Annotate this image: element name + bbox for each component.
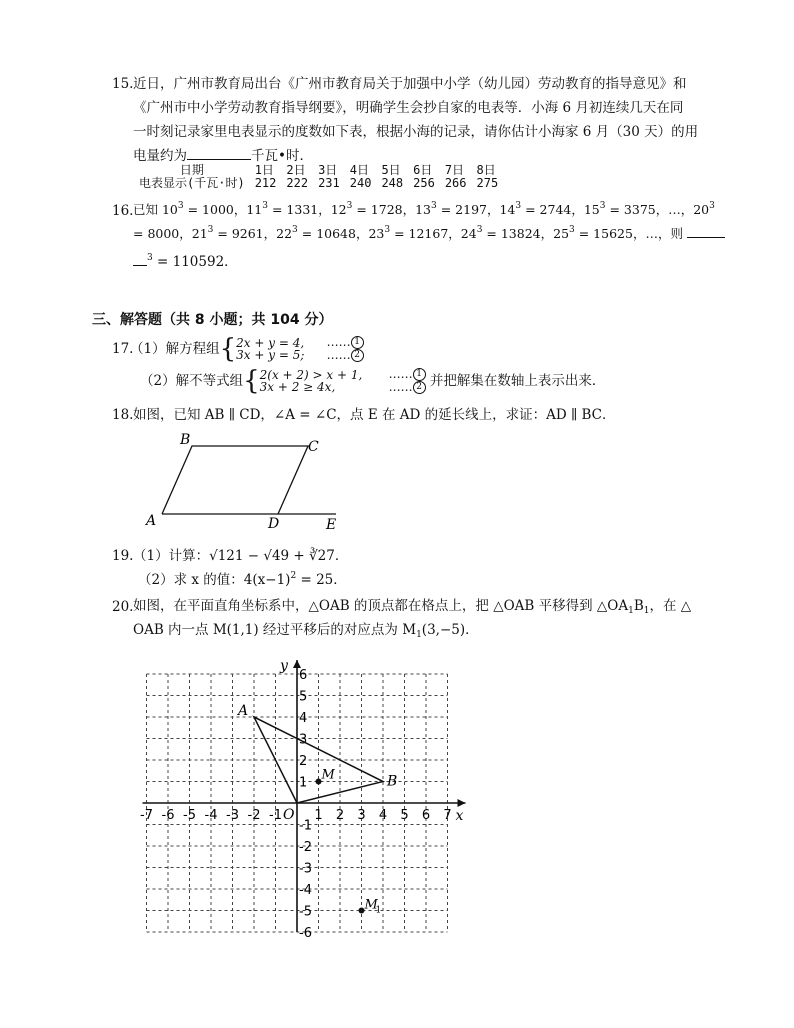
q16-text: = 10648，23: [297, 226, 385, 241]
q17-part-2-label: （2）解不等式组: [140, 373, 244, 389]
q19-number: 19.: [112, 548, 134, 564]
section-heading: 三、解答题（共 8 小题；共 104 分）: [92, 312, 333, 328]
label-b: B: [180, 432, 191, 448]
y-axis-arrow: [293, 660, 301, 668]
q18-number: 18.: [112, 407, 134, 423]
table-cell: 266: [444, 176, 467, 190]
y-tick-label: 4: [299, 711, 308, 726]
dots: ……: [388, 367, 413, 381]
x-tick-label: 1: [314, 808, 323, 823]
y-tick-label: 2: [299, 754, 308, 769]
circled-1: 1: [413, 368, 426, 381]
q15-line-4-prefix: 电量约为: [133, 148, 187, 164]
table-cell: 3日: [318, 163, 338, 177]
x-tick-label: -4: [204, 808, 218, 823]
q16-text: = 1728，13: [352, 202, 432, 217]
q16-line-1: [133, 200, 715, 220]
label-b: B: [387, 773, 398, 790]
table-cell: 7日: [444, 163, 465, 177]
y-tick-label: 1: [299, 775, 308, 791]
equation-system-1: [236, 337, 304, 361]
table-cell: 240: [349, 176, 372, 190]
q16-text: = 8000，21: [133, 226, 208, 241]
brace-glyph: {: [219, 334, 237, 364]
q16-exp: 3: [147, 253, 153, 263]
x-tick-label: 7: [443, 808, 452, 823]
q17-part-1: [130, 336, 364, 362]
q16-text: = 12167，24: [390, 226, 477, 241]
q15-line-2: 《广州市中小学劳动教育指导纲要》，明确学生会抄自家的电表等．小海 6 月初连续几天在同: [133, 100, 684, 116]
q18-text: 如图，已知 AB ∥ CD，∠A = ∠C，点 E 在 AD 的延长线上，求证：AD ∥ BC．: [133, 407, 616, 423]
q16-text: 已知 10: [133, 202, 178, 217]
circled-2: 2: [413, 381, 426, 394]
table-row: [134, 177, 503, 190]
table-header-cell: 日期: [179, 163, 204, 177]
x-axis-label: x: [455, 808, 464, 824]
x-tick-label: -2: [247, 808, 261, 823]
q20-text: ，在 △: [649, 598, 692, 614]
table-cell: 1日: [254, 163, 274, 177]
x-tick-label: -7: [140, 808, 153, 823]
q15-answer-blank: [187, 147, 251, 160]
dots: ……: [326, 348, 351, 362]
q16-line-3: [133, 252, 238, 272]
y-tick-label: -5: [299, 904, 312, 920]
q16-text: = 1000，11: [183, 202, 263, 217]
equation-markers: [327, 336, 364, 362]
brace-glyph: {: [243, 366, 260, 396]
q16-exp: 3: [292, 225, 298, 235]
label-m1-sub: 1: [375, 905, 382, 916]
origin-label: O: [283, 807, 295, 823]
q19-part-1: [133, 546, 348, 566]
q16-exp: 3: [476, 225, 483, 235]
table-cell: 8日: [476, 163, 496, 177]
x-tick-label: 4: [378, 808, 388, 823]
y-tick-label: -4: [299, 883, 312, 898]
dots: ……: [326, 335, 351, 349]
q16-exp: 3: [569, 225, 575, 235]
q16-exp: 3: [207, 225, 214, 235]
circled-1: 1: [351, 336, 364, 349]
x-tick-label: 5: [400, 808, 409, 823]
table-cell: 5日: [381, 163, 401, 177]
q19-part-2-label: （2）求 x 的值：4(x−1): [138, 572, 291, 588]
q16-answer-blank-b: [133, 253, 147, 266]
circled-2: 2: [351, 349, 364, 362]
q17-part-2-tail: 并把解集在数轴上表示出来．: [429, 373, 606, 389]
dots: ……: [388, 380, 413, 394]
q16-exp: 3: [384, 225, 391, 235]
y-tick-label: 6: [299, 668, 308, 683]
label-a: A: [146, 513, 157, 529]
y-tick-label: -3: [299, 861, 312, 877]
q20-number: 20.: [112, 599, 134, 615]
x-tick-label: -3: [226, 808, 239, 823]
table-cell: 248: [381, 176, 404, 190]
q20-text: B: [633, 598, 644, 614]
q16-text: = 13824，25: [482, 226, 570, 241]
q16-line-2: [133, 224, 725, 244]
label-c: C: [308, 439, 319, 455]
table-cell: 231: [318, 176, 340, 190]
coordinate-grid-figure: [130, 644, 490, 944]
q16-exp: 3: [515, 201, 522, 211]
label-m: M: [321, 767, 335, 783]
label-a: A: [238, 703, 249, 719]
q16-text: = 110592．: [152, 254, 238, 270]
table-cell: 212: [254, 176, 277, 190]
q19-part-1-label: （1）计算：: [133, 548, 210, 564]
y-tick-label: 3: [299, 732, 308, 748]
label-e: E: [326, 517, 337, 533]
q19-exp: 2: [290, 571, 297, 581]
table-cell: 222: [286, 176, 309, 190]
x-tick-label: 6: [421, 808, 431, 823]
q20-text: 如图，在平面直角坐标系中，△OAB 的顶点都在格点上，把 △OAB 平移得到 △OA: [133, 598, 629, 614]
inequality-2: 3x + 2 ≥ 4x,: [259, 380, 336, 394]
q16-text: = 2744，15: [521, 202, 600, 217]
x-tick-label: -6: [161, 808, 175, 823]
q16-text: = 2197，14: [436, 202, 516, 217]
table-cell: 256: [413, 176, 435, 190]
q16-text: = 3375，…，20: [605, 202, 710, 217]
inequality-system: [260, 369, 363, 393]
q16-exp: 3: [346, 201, 353, 211]
y-tick-label: 5: [299, 689, 308, 705]
q16-exp: 3: [431, 201, 437, 211]
tick-labels: [140, 668, 452, 941]
q20-sub: 1: [416, 630, 422, 640]
q20-line-2: [133, 620, 479, 640]
x-tick-label: 3: [357, 808, 366, 823]
q19-part-2-tail: = 25．: [296, 572, 347, 588]
y-tick-label: -2: [299, 840, 312, 855]
table-cell: 2日: [286, 163, 306, 177]
q16-number: 16.: [112, 203, 134, 219]
q20-text: (3,−5)．: [421, 622, 479, 638]
x-tick-label: 2: [335, 808, 345, 823]
q16-text: = 9261，22: [213, 226, 293, 241]
q20-text: OAB 内一点 M(1,1) 经过平移后的对应点为 M: [133, 622, 417, 638]
q16-exp: 3: [709, 201, 715, 211]
q20-line-1: [133, 596, 691, 616]
parallelogram-figure: [140, 432, 350, 534]
meter-reading-table: [134, 164, 503, 190]
q16-answer-blank-a: [687, 225, 725, 238]
q16-exp: 3: [262, 201, 268, 211]
q16-text: = 1331，12: [268, 202, 347, 217]
q19-part-2: [138, 570, 347, 590]
label-d: D: [268, 516, 280, 532]
q15-line-1: 近日，广州市教育局出台《广州市教育局关于加强中小学（幼儿园）劳动教育的指导意见》和: [133, 76, 687, 92]
q15-line-3: 一时刻记录家里电表显示的度数如下表，根据小海的记录，请你估计小海家 6 月（30 天）的用: [133, 124, 699, 140]
table-cell: 275: [476, 176, 499, 190]
q15-number: 15.: [112, 76, 134, 92]
inequality-1: 2(x + 2) > x + 1,: [259, 368, 363, 382]
y-tick-label: -1: [299, 818, 312, 834]
label-m1: M: [364, 897, 378, 913]
table-header-cell: 电表显示(千瓦·时): [139, 176, 245, 190]
x-axis-arrow: [458, 799, 466, 807]
y-tick-label: -6: [299, 926, 312, 941]
q17-number: 17.: [112, 341, 134, 357]
q17-part-2: [140, 368, 605, 394]
q17-part-1-label: （1）解方程组: [130, 341, 220, 357]
q16-text: = 15625，…，则: [574, 226, 683, 241]
q19-expression: √121 − √49 + ∛27．: [209, 548, 349, 564]
equation-1: 2x + y = 4,: [236, 336, 305, 350]
y-axis-label: y: [280, 658, 288, 674]
q16-exp: 3: [177, 201, 184, 211]
x-tick-label: -1: [269, 808, 282, 823]
q16-exp: 3: [599, 201, 606, 211]
x-tick-label: -5: [183, 808, 196, 823]
q15-line-4-suffix: 千瓦•时．: [251, 148, 313, 164]
table-cell: 6日: [413, 163, 433, 177]
parallelogram-abcd: [162, 446, 308, 514]
inequality-markers: [389, 368, 426, 394]
equation-2: 3x + y = 5;: [236, 348, 305, 362]
q20-sub: 1: [628, 606, 634, 616]
table-cell: 4日: [349, 163, 369, 177]
q20-sub: 1: [643, 606, 650, 616]
